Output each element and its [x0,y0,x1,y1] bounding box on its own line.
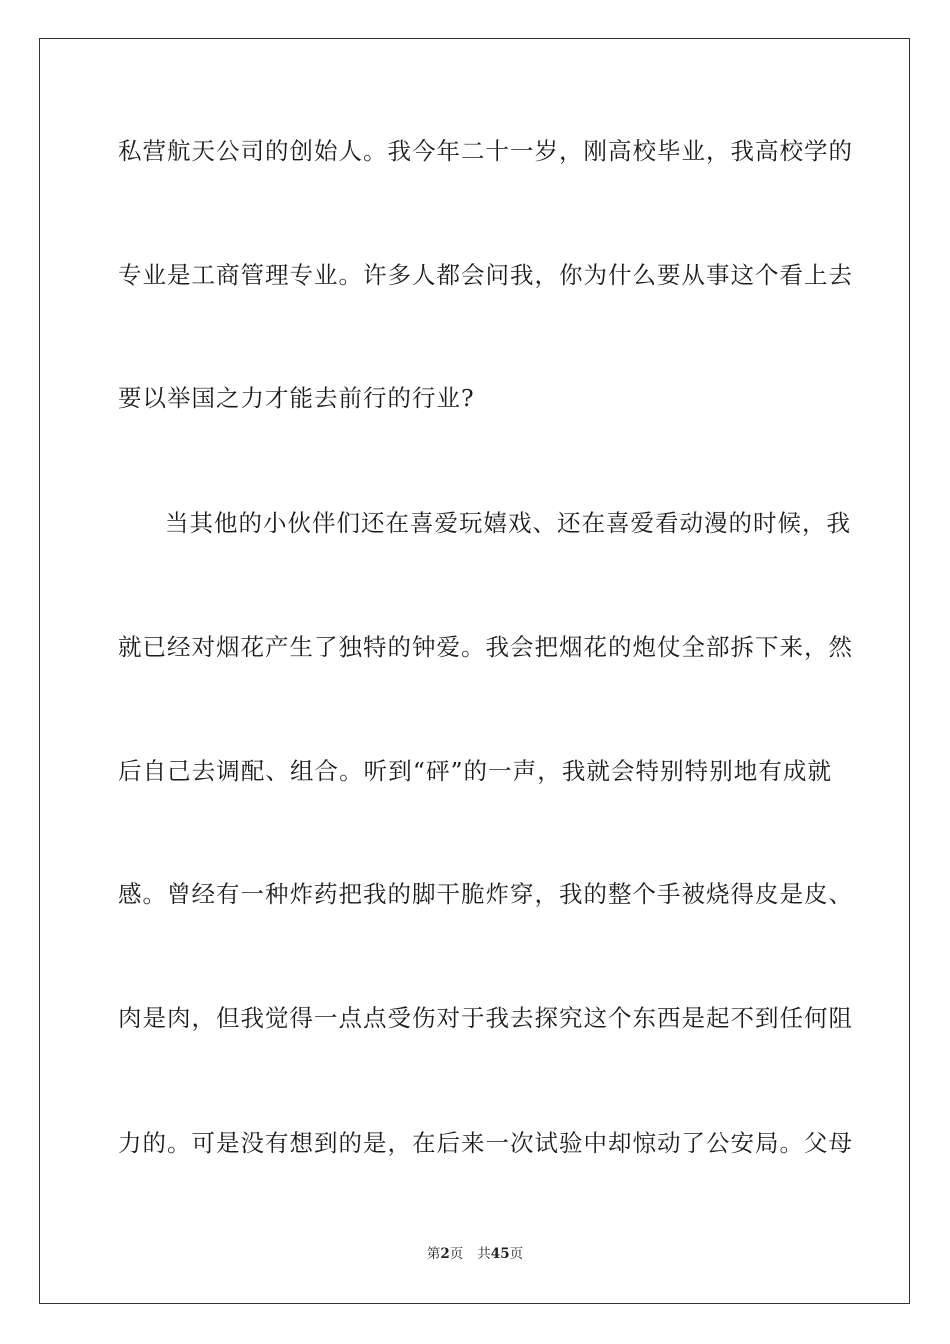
paragraph-line-8: 肉是肉，但我觉得一点点受伤对于我去探究这个东西是起不到任何阻 [118,1004,853,1032]
paragraph-line-4: 当其他的小伙伴们还在喜爱玩嬉戏、还在喜爱看动漫的时候，我 [165,509,851,537]
page-border [39,38,910,1304]
total-suffix: 页 [509,1246,524,1262]
total-pages: 45 [490,1246,510,1262]
page-number: 2 [440,1246,450,1262]
page-suffix: 页 [449,1246,464,1262]
page-prefix: 第 [426,1246,441,1262]
paragraph-line-3: 要以举国之力才能去前行的行业? [118,384,475,412]
paragraph-line-9: 力的。可是没有想到的是，在后来一次试验中却惊动了公安局。父母 [118,1129,853,1157]
paragraph-line-1: 私营航天公司的创始人。我今年二十一岁，刚高校毕业，我高校学的 [118,137,853,165]
paragraph-line-5: 就已经对烟花产生了独特的钟爱。我会把烟花的炮仗全部拆下来，然 [118,633,853,661]
paragraph-line-2: 专业是工商管理专业。许多人都会问我，你为什么要从事这个看上去 [118,261,853,289]
total-prefix: 共 [477,1246,491,1262]
paragraph-line-7: 感。曾经有一种炸药把我的脚干脆炸穿，我的整个手被烧得皮是皮、 [118,880,853,908]
page-footer [0,1245,950,1263]
paragraph-line-6: 后自己去调配、组合。听到“砰”的一声，我就会特别特别地有成就 [118,757,832,785]
